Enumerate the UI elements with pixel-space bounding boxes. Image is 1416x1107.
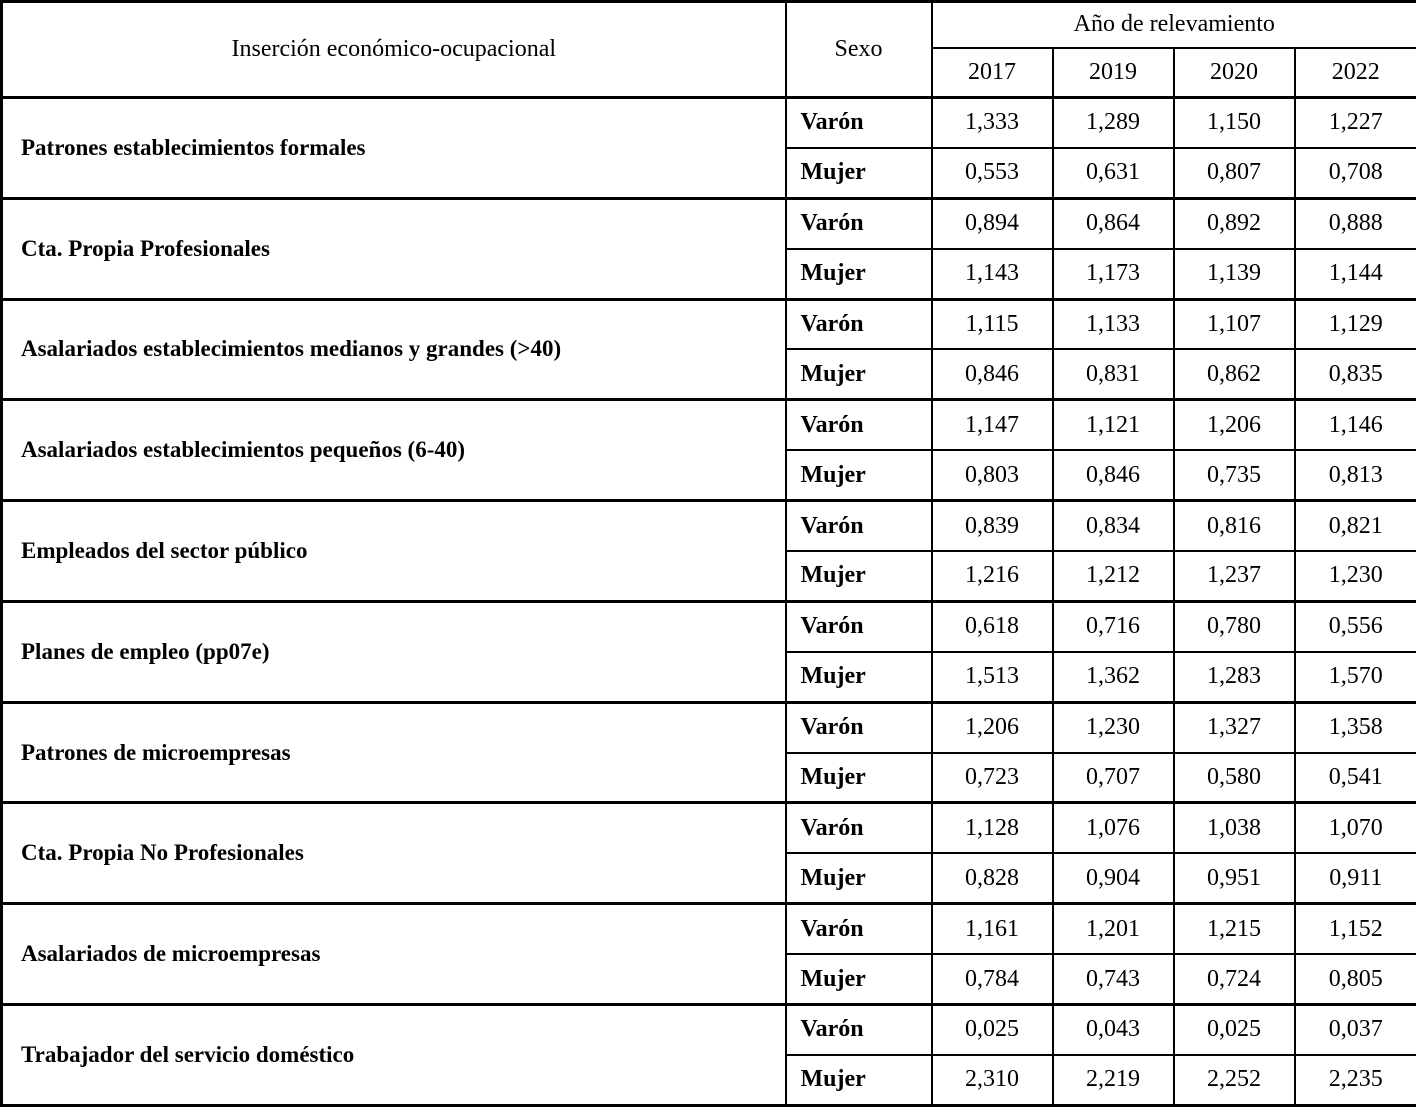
- value-cell: 0,828: [932, 853, 1053, 903]
- value-cell: 1,147: [932, 400, 1053, 450]
- table-row: [2, 803, 1416, 853]
- value-cell: 1,215: [1174, 904, 1295, 954]
- sex-label: Varón: [786, 501, 932, 551]
- value-cell: 1,513: [932, 652, 1053, 702]
- value-cell: 1,152: [1295, 904, 1416, 954]
- category-label: Cta. Propia Profesionales: [2, 198, 786, 299]
- sex-label: Mujer: [786, 652, 932, 702]
- table-body: [2, 98, 1416, 1106]
- sex-label: Varón: [786, 198, 932, 248]
- category-label: Trabajador del servicio doméstico: [2, 1005, 786, 1106]
- value-cell: 0,580: [1174, 753, 1295, 803]
- value-cell: 0,831: [1053, 349, 1174, 399]
- value-cell: 2,235: [1295, 1055, 1416, 1106]
- value-cell: 1,161: [932, 904, 1053, 954]
- sex-label: Mujer: [786, 954, 932, 1004]
- value-cell: 0,707: [1053, 753, 1174, 803]
- value-cell: 0,813: [1295, 450, 1416, 500]
- value-cell: 1,115: [932, 299, 1053, 349]
- sex-label: Varón: [786, 702, 932, 752]
- header-sex-label: Sexo: [786, 2, 932, 98]
- value-cell: 0,904: [1053, 853, 1174, 903]
- value-cell: 1,230: [1295, 551, 1416, 601]
- table-header: [2, 2, 1416, 98]
- sex-label: Varón: [786, 601, 932, 651]
- value-cell: 1,230: [1053, 702, 1174, 752]
- sex-label: Mujer: [786, 551, 932, 601]
- value-cell: 1,129: [1295, 299, 1416, 349]
- value-cell: 0,821: [1295, 501, 1416, 551]
- value-cell: 1,570: [1295, 652, 1416, 702]
- category-label: Asalariados de microempresas: [2, 904, 786, 1005]
- value-cell: 1,333: [932, 98, 1053, 148]
- value-cell: 1,206: [932, 702, 1053, 752]
- sex-label: Varón: [786, 98, 932, 148]
- value-cell: 2,219: [1053, 1055, 1174, 1106]
- sex-label: Mujer: [786, 249, 932, 299]
- value-cell: 1,212: [1053, 551, 1174, 601]
- category-label: Asalariados establecimientos medianos y grandes (>40): [2, 299, 786, 400]
- table-row: [2, 299, 1416, 349]
- sex-label: Mujer: [786, 349, 932, 399]
- category-label: Patrones de microempresas: [2, 702, 786, 803]
- value-cell: 0,805: [1295, 954, 1416, 1004]
- value-cell: 0,037: [1295, 1005, 1416, 1055]
- category-label: Patrones establecimientos formales: [2, 98, 786, 199]
- header-year-2017: 2017: [932, 48, 1053, 98]
- header-year-group-label: Año de relevamiento: [932, 2, 1416, 48]
- table-row: [2, 1005, 1416, 1055]
- header-row-top: [2, 2, 1416, 48]
- value-cell: 1,128: [932, 803, 1053, 853]
- value-cell: 0,043: [1053, 1005, 1174, 1055]
- value-cell: 0,839: [932, 501, 1053, 551]
- value-cell: 1,038: [1174, 803, 1295, 853]
- sex-label: Varón: [786, 400, 932, 450]
- header-insertion-label: Inserción económico-ocupacional: [2, 2, 786, 98]
- value-cell: 0,780: [1174, 601, 1295, 651]
- value-cell: 0,025: [932, 1005, 1053, 1055]
- table-row: [2, 98, 1416, 148]
- header-year-2022: 2022: [1295, 48, 1416, 98]
- sex-label: Varón: [786, 1005, 932, 1055]
- sex-label: Varón: [786, 904, 932, 954]
- value-cell: 0,894: [932, 198, 1053, 248]
- value-cell: 0,864: [1053, 198, 1174, 248]
- value-cell: 0,541: [1295, 753, 1416, 803]
- value-cell: 0,735: [1174, 450, 1295, 500]
- category-label: Planes de empleo (pp07e): [2, 601, 786, 702]
- header-year-2019: 2019: [1053, 48, 1174, 98]
- sex-label: Mujer: [786, 148, 932, 198]
- value-cell: 1,133: [1053, 299, 1174, 349]
- value-cell: 1,107: [1174, 299, 1295, 349]
- value-cell: 1,216: [932, 551, 1053, 601]
- value-cell: 1,144: [1295, 249, 1416, 299]
- sex-label: Mujer: [786, 1055, 932, 1106]
- value-cell: 0,708: [1295, 148, 1416, 198]
- value-cell: 1,076: [1053, 803, 1174, 853]
- value-cell: 0,846: [1053, 450, 1174, 500]
- value-cell: 1,150: [1174, 98, 1295, 148]
- value-cell: 0,618: [932, 601, 1053, 651]
- value-cell: 1,362: [1053, 652, 1174, 702]
- category-label: Cta. Propia No Profesionales: [2, 803, 786, 904]
- value-cell: 0,816: [1174, 501, 1295, 551]
- value-cell: 0,743: [1053, 954, 1174, 1004]
- value-cell: 0,888: [1295, 198, 1416, 248]
- value-cell: 1,143: [932, 249, 1053, 299]
- value-cell: 1,201: [1053, 904, 1174, 954]
- table-row: [2, 501, 1416, 551]
- value-cell: 0,834: [1053, 501, 1174, 551]
- value-cell: 0,724: [1174, 954, 1295, 1004]
- value-cell: 1,146: [1295, 400, 1416, 450]
- header-year-2020: 2020: [1174, 48, 1295, 98]
- value-cell: 0,892: [1174, 198, 1295, 248]
- table-row: [2, 198, 1416, 248]
- category-label: Asalariados establecimientos pequeños (6-40): [2, 400, 786, 501]
- value-cell: 1,283: [1174, 652, 1295, 702]
- value-cell: 2,252: [1174, 1055, 1295, 1106]
- sex-label: Mujer: [786, 853, 932, 903]
- value-cell: 1,327: [1174, 702, 1295, 752]
- value-cell: 1,206: [1174, 400, 1295, 450]
- table-row: [2, 702, 1416, 752]
- table-row: [2, 904, 1416, 954]
- value-cell: 0,553: [932, 148, 1053, 198]
- value-cell: 0,911: [1295, 853, 1416, 903]
- value-cell: 1,070: [1295, 803, 1416, 853]
- value-cell: 0,807: [1174, 148, 1295, 198]
- value-cell: 0,631: [1053, 148, 1174, 198]
- value-cell: 1,289: [1053, 98, 1174, 148]
- table-row: [2, 400, 1416, 450]
- value-cell: 0,862: [1174, 349, 1295, 399]
- value-cell: 1,121: [1053, 400, 1174, 450]
- sex-label: Varón: [786, 299, 932, 349]
- sex-label: Mujer: [786, 450, 932, 500]
- value-cell: 1,237: [1174, 551, 1295, 601]
- value-cell: 0,846: [932, 349, 1053, 399]
- value-cell: 1,139: [1174, 249, 1295, 299]
- value-cell: 0,803: [932, 450, 1053, 500]
- value-cell: 2,310: [932, 1055, 1053, 1106]
- value-cell: 0,716: [1053, 601, 1174, 651]
- category-label: Empleados del sector público: [2, 501, 786, 602]
- value-cell: 0,951: [1174, 853, 1295, 903]
- sex-label: Varón: [786, 803, 932, 853]
- value-cell: 1,358: [1295, 702, 1416, 752]
- value-cell: 0,025: [1174, 1005, 1295, 1055]
- value-cell: 0,784: [932, 954, 1053, 1004]
- value-cell: 0,723: [932, 753, 1053, 803]
- table-row: [2, 601, 1416, 651]
- value-cell: 1,173: [1053, 249, 1174, 299]
- value-cell: 1,227: [1295, 98, 1416, 148]
- value-cell: 0,835: [1295, 349, 1416, 399]
- sex-label: Mujer: [786, 753, 932, 803]
- value-cell: 0,556: [1295, 601, 1416, 651]
